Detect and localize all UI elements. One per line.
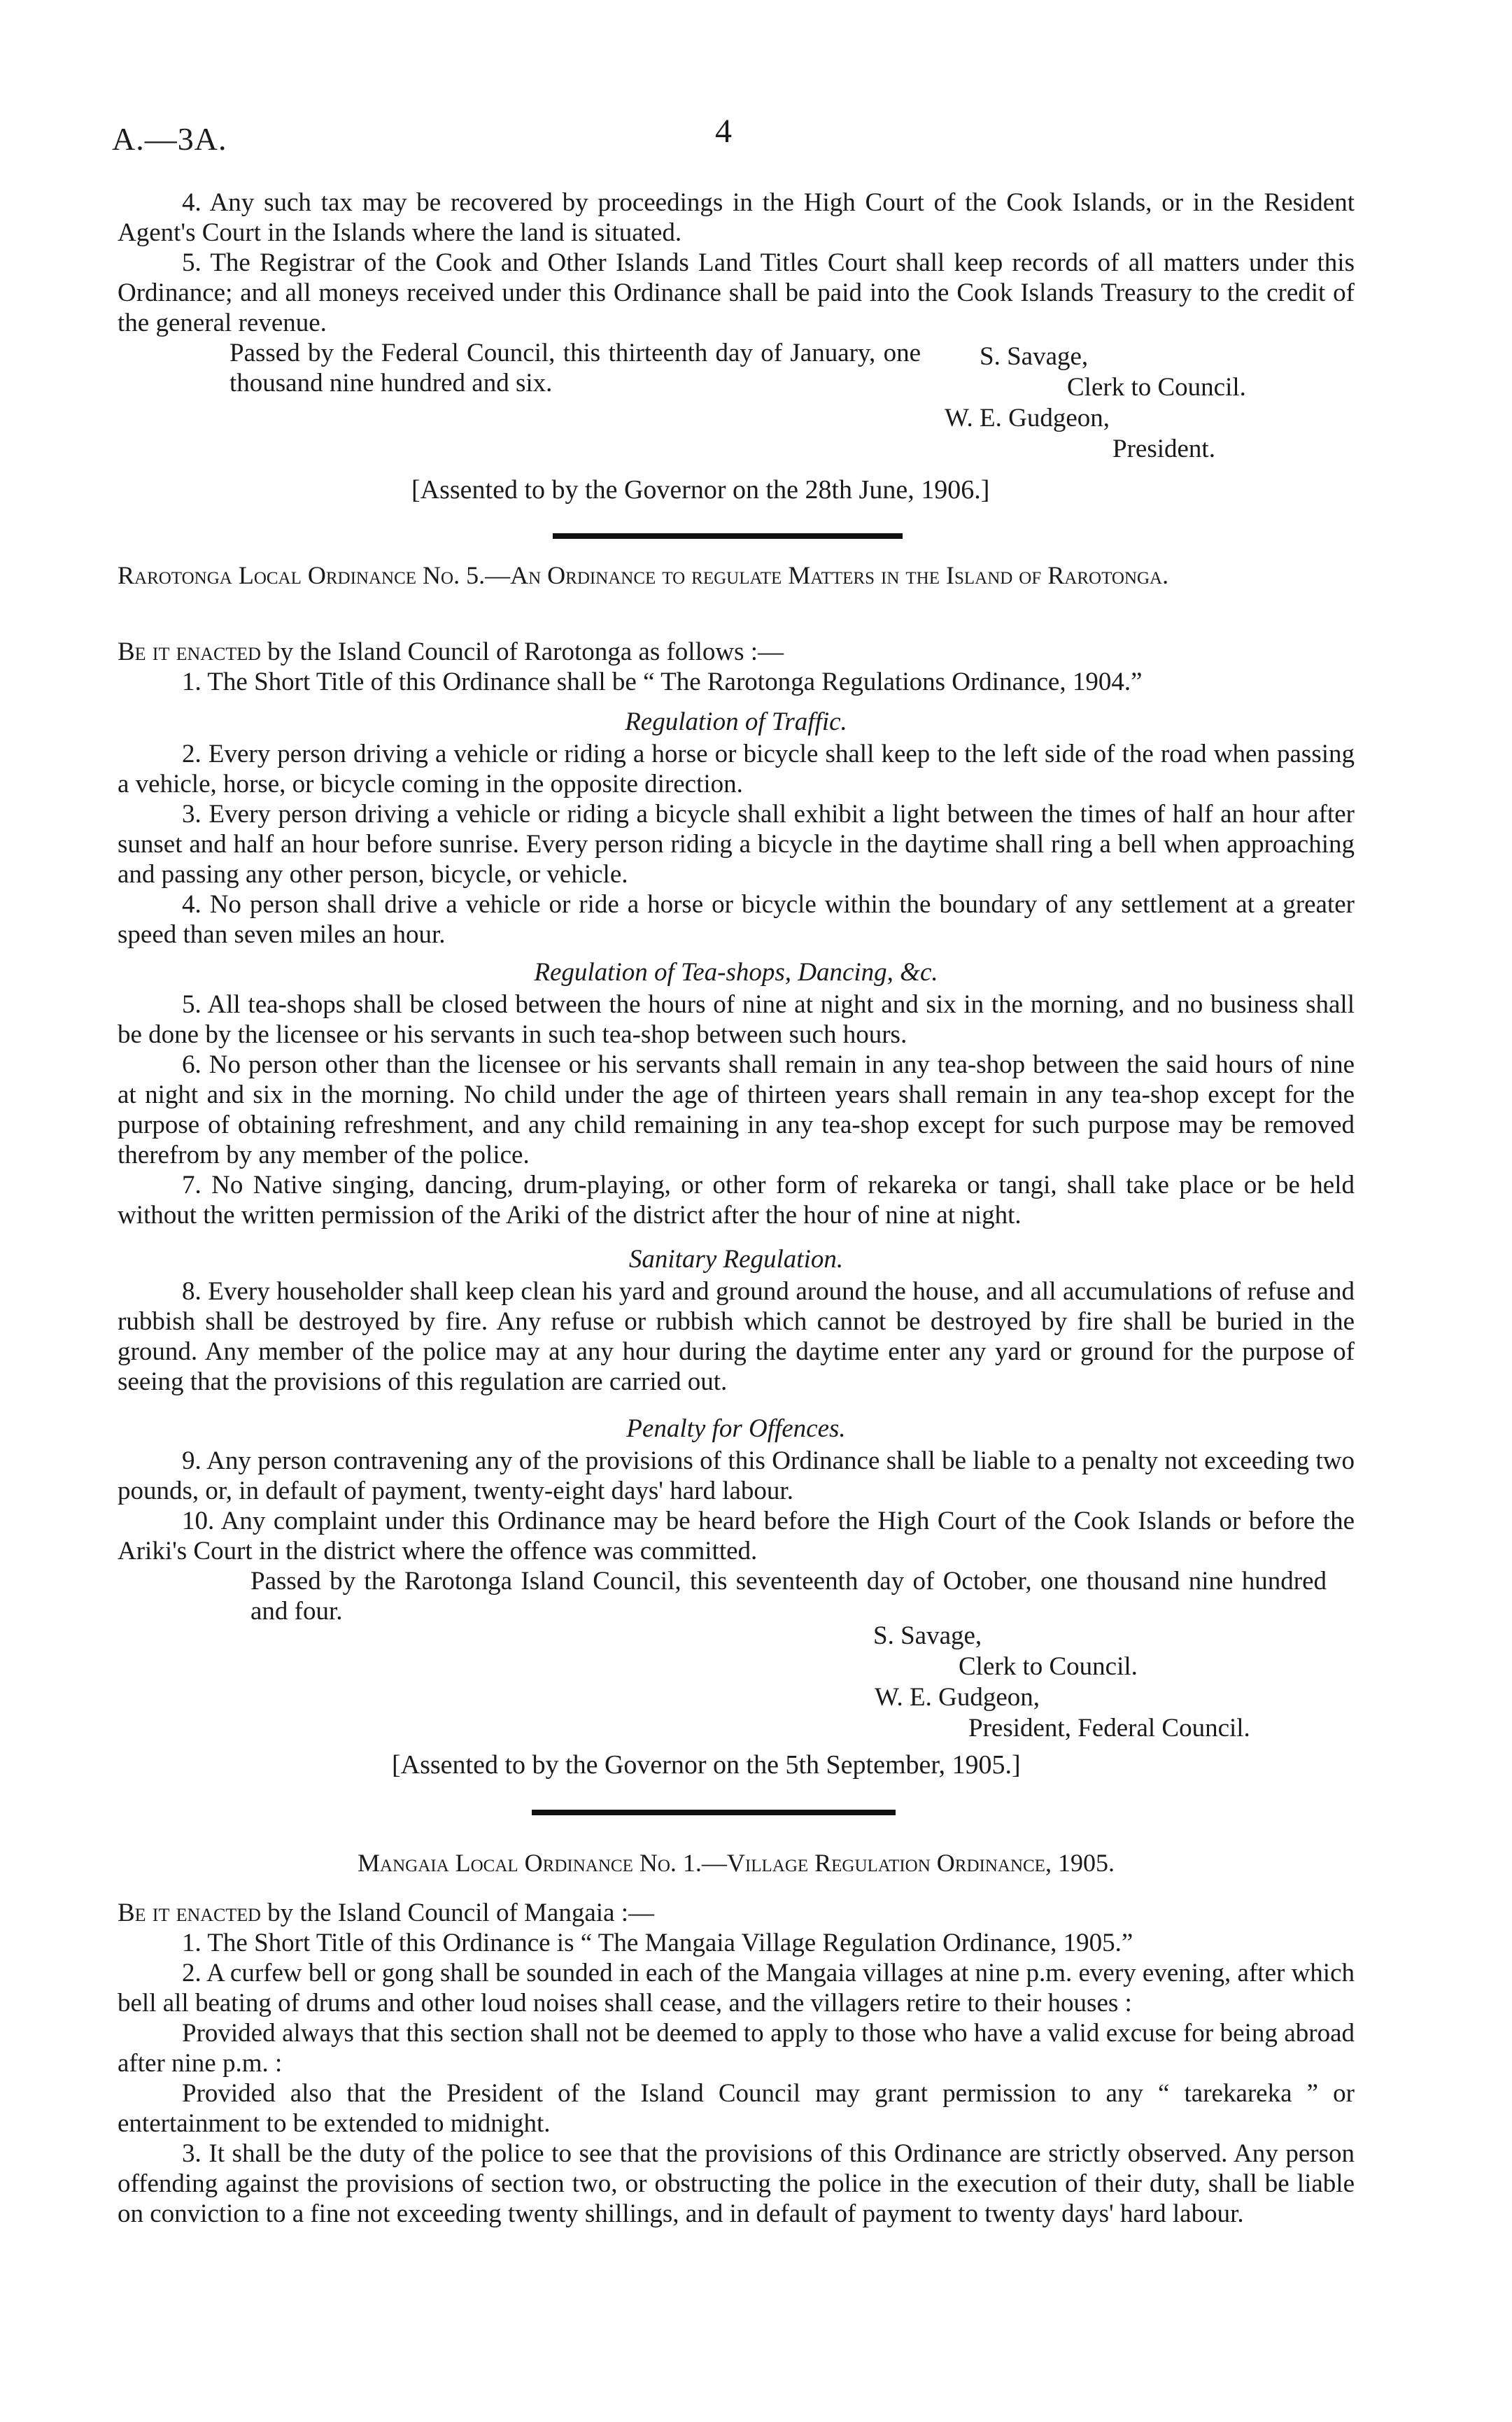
- assent-note: [Assented to by the Governor on the 5th September, 1905.]: [392, 1750, 1021, 1780]
- enacting-words: Be it enacted: [118, 1899, 261, 1927]
- passed-statement: Passed by the Federal Council, this thirteenth day of January, one thousand nine hundred and six.: [229, 339, 921, 397]
- signatory-name: W. E. Gudgeon,: [875, 1683, 1040, 1712]
- clause-8: 8. Every householder shall keep clean his yard and ground around the house, and all accumulations of refuse and rubbish shall be destroyed by fire. Any refuse or rubbish which cannot be destroyed by fire shall be buried in the ground. Any member of the police may at any hour during the daytime enter any yard or ground for the purpose of seeing that the provisions of this regulation are carried out.: [118, 1277, 1355, 1396]
- ordinance-title: Rarotonga Local Ordinance No. 5.—An Ordinance to regulate Matters in the Island of Rarotonga.: [118, 561, 1169, 589]
- clause-1: 1. The Short Title of this Ordinance is “ The Mangaia Village Regulation Ordinance, 1905.”: [182, 1929, 1133, 1957]
- section-divider: [532, 1810, 896, 1815]
- enacting-text: by the Island Council of Rarotonga as follows :—: [260, 638, 784, 666]
- page-number: 4: [715, 113, 732, 150]
- signatory-name: S. Savage,: [873, 1621, 982, 1650]
- clause-2: 2. A curfew bell or gong shall be sounded in each of the Mangaia villages at nine p.m. every evening, after which bell all beating of drums and other loud noises shall cease, and the villagers retire to their houses :: [118, 1959, 1355, 2018]
- signatory-title: President.: [1112, 435, 1215, 463]
- heading-tea-shops: Regulation of Tea-shops, Dancing, &c.: [534, 958, 938, 987]
- sanitary-clauses: [118, 1276, 1355, 1397]
- enacting-text: by the Island Council of Mangaia :—: [260, 1899, 655, 1927]
- section1-body: [118, 188, 1355, 398]
- document-reference: A.—3A.: [112, 121, 227, 157]
- section-divider: [553, 533, 903, 539]
- mangaia-clauses: [118, 1898, 1355, 2229]
- signatory-name: S. Savage,: [980, 342, 1089, 371]
- clause-10: 10. Any complaint under this Ordinance may be heard before the High Court of the Cook Islands or before the Ariki's Court in the district where the offence was committed.: [118, 1507, 1355, 1565]
- enacting-words: Be it enacted: [118, 638, 261, 666]
- proviso-2: Provided also that the President of the Island Council may grant permission to any “ tarekareka ” or entertainment to be extended to midnight.: [118, 2079, 1355, 2138]
- clause-9: 9. Any person contravening any of the provisions of this Ordinance shall be liable to a penalty not exceeding two pounds, or, in default of payment, twenty-eight days' hard labour.: [118, 1446, 1355, 1505]
- assent-note: [Assented to by the Governor on the 28th June, 1906.]: [411, 475, 990, 505]
- passed-statement: Passed by the Rarotonga Island Council, this seventeenth day of October, one thousand nine hundred and four.: [250, 1567, 1327, 1626]
- traffic-clauses: [118, 739, 1355, 950]
- clause-3: 3. Every person driving a vehicle or riding a bicycle shall exhibit a light between the times of half an hour after sunset and half an hour before sunrise. Every person riding a bicycle in the daytime shall ring a bell when approaching and passing any other person, bicycle, or vehicle.: [118, 800, 1355, 889]
- tea-shop-clauses: [118, 990, 1355, 1230]
- heading-traffic: Regulation of Traffic.: [625, 707, 847, 736]
- signatory-name: W. E. Gudgeon,: [945, 404, 1110, 432]
- clause-7: 7. No Native singing, dancing, drum-playing, or other form of rekareka or tangi, shall take place or be held without the written permission of the Ariki of the district after the hour of nine at night.: [118, 1171, 1355, 1230]
- clause-2: 2. Every person driving a vehicle or riding a horse or bicycle shall keep to the left side of the road when passing a vehicle, horse, or bicycle coming in the opposite direction.: [118, 740, 1355, 798]
- heading-penalty: Penalty for Offences.: [626, 1414, 846, 1443]
- signatory-title: President, Federal Council.: [968, 1714, 1250, 1742]
- penalty-clauses: [118, 1446, 1355, 1626]
- clause-1: 1. The Short Title of this Ordinance shall be “ The Rarotonga Regulations Ordinance, 1904.”: [182, 668, 1143, 696]
- clause-4: 4. No person shall drive a vehicle or ride a horse or bicycle within the boundary of any settlement at a greater speed than seven miles an hour.: [118, 890, 1355, 949]
- signatory-title: Clerk to Council.: [959, 1652, 1138, 1681]
- proviso-1: Provided always that this section shall not be deemed to apply to those who have a valid excuse for being abroad after nine p.m. :: [118, 2019, 1355, 2078]
- ordinance-title: Mangaia Local Ordinance No. 1.—Village Regulation Ordinance, 1905.: [358, 1849, 1115, 1877]
- clause-5: 5. All tea-shops shall be closed between the hours of nine at night and six in the morning, and no business shall be done by the licensee or his servants in such tea-shop between such hours.: [118, 990, 1355, 1049]
- clause-6: 6. No person other than the licensee or his servants shall remain in any tea-shop between the said hours of nine at night and six in the morning. No child under the age of thirteen years shall remain in any tea-shop except for the purpose of obtaining refreshment, and any child remaining in any tea-shop except for such purpose may be removed therefrom by any member of the police.: [118, 1050, 1355, 1169]
- enacting-clause: [118, 637, 1355, 697]
- clause-4: 4. Any such tax may be recovered by proceedings in the High Court of the Cook Islands, or in the Resident Agent's Court in the Islands where the land is situated.: [118, 188, 1355, 247]
- signatory-title: Clerk to Council.: [1067, 373, 1246, 402]
- heading-sanitary: Sanitary Regulation.: [628, 1245, 844, 1274]
- clause-5: 5. The Registrar of the Cook and Other Islands Land Titles Court shall keep records of all matters under this Ordinance; and all moneys received under this Ordinance shall be paid into the Cook Islands Treasury to the credit of the general revenue.: [118, 248, 1355, 337]
- clause-3: 3. It shall be the duty of the police to see that the provisions of this Ordinance are strictly observed. Any person offending against the provisions of section two, or obstructing the police in the execution of their duty, shall be liable on conviction to a fine not exceeding twenty shillings, and in default of payment to twenty days' hard labour.: [118, 2139, 1355, 2228]
